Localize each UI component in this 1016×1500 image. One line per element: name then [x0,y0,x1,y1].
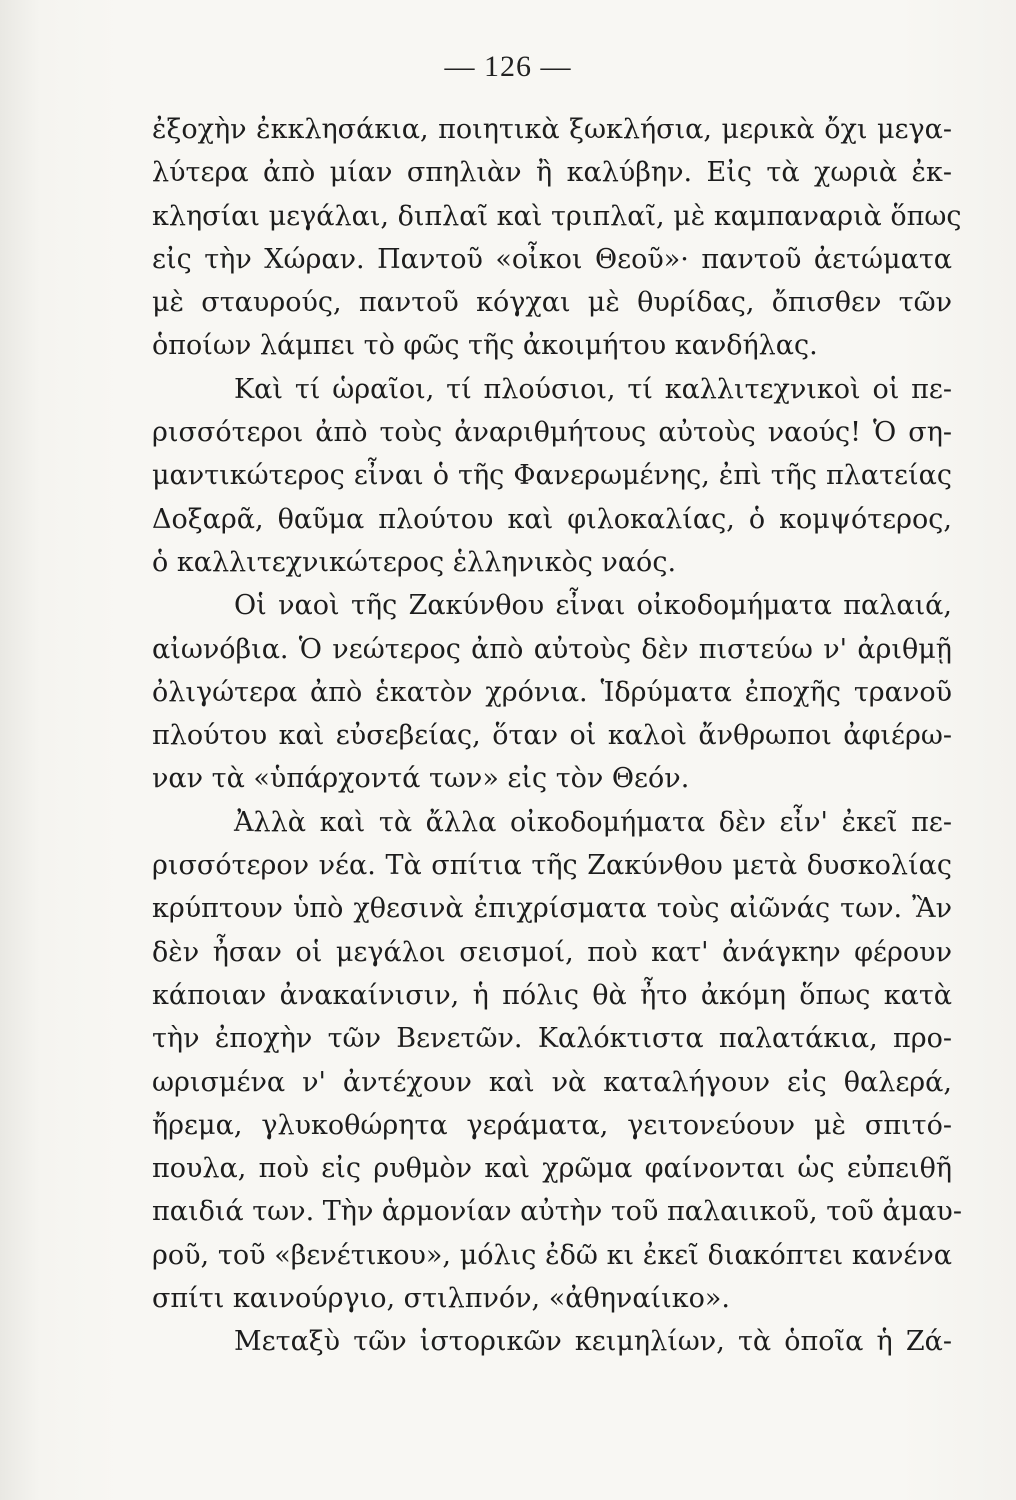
paragraph-1 [152,108,962,368]
text-line: Καὶ τί ὡραῖοι, τί πλούσιοι, τί καλλιτεχνικοὶ οἱ πε- [234,373,952,405]
text-line: κλησίαι μεγάλαι, διπλαῖ καὶ τριπλαῖ, μὲ καμπαναριὰ ὅπως [152,200,962,232]
paragraph-4 [152,801,962,1321]
text-line: αἰωνόβια. Ὁ νεώτερος ἀπὸ αὐτοὺς δὲν πιστεύω ν' ἀριθμῇ [152,633,952,665]
text-line: ὁ καλλιτεχνικώτερος ἑλληνικὸς ναός. [152,546,677,578]
page-number: — 126 — [444,50,572,83]
text-line: σπίτι καινούργιο, στιλπνόν, «ἀθηναίικο». [152,1283,730,1315]
paragraph-5 [152,1320,952,1363]
text-line: ροῦ, τοῦ «βενέτικου», μόλις ἐδῶ κι ἐκεῖ διακόπτει κανένα [152,1239,952,1271]
text-line: κάποιαν ἀνακαίνισιν, ἡ πόλις θὰ ἦτο ἀκόμη ὅπως κατὰ [152,979,952,1011]
text-line: παιδιά των. Τὴν ἁρμονίαν αὐτὴν τοῦ παλαιικοῦ, τοῦ ἀμαυ- [152,1196,962,1228]
text-line: πλούτου καὶ εὐσεβείας, ὅταν οἱ καλοὶ ἄνθρωποι ἀφιέρω- [152,720,952,752]
text-line: ἐξοχὴν ἐκκλησάκια, ποιητικὰ ξωκλήσια, μερικὰ ὄχι μεγα- [152,114,952,145]
text-line: Ἀλλὰ καὶ τὰ ἄλλα οἰκοδομήματα δὲν εἶν' ἐκεῖ πε- [234,806,952,838]
text-line: ρισσότερον νέα. Τὰ σπίτια τῆς Ζακύνθου μετὰ δυσκολίας [152,850,952,882]
text-line: μὲ σταυρούς, παντοῦ κόγχαι μὲ θυρίδας, ὄπισθεν τῶν [152,287,952,319]
body-text [152,108,962,1364]
text-line: λύτερα ἀπὸ μίαν σπηλιὰν ἢ καλύβην. Εἰς τὰ χωριὰ ἐκ- [152,157,952,189]
text-line: εἰς τὴν Χώραν. Παντοῦ «οἶκοι Θεοῦ»· παντοῦ ἀετώματα [152,243,952,275]
text-line: ὀλιγώτερα ἀπὸ ἑκατὸν χρόνια. Ἱδρύματα ἐποχῆς τρανοῦ [152,676,952,708]
text-line: μαντικώτερος εἶναι ὁ τῆς Φανερωμένης, ἐπὶ τῆς πλατείας [152,460,952,492]
text-line: πουλα, ποὺ εἰς ρυθμὸν καὶ χρῶμα φαίνονται ὡς εὐπειθῆ [152,1153,952,1185]
text-line: ἤρεμα, γλυκοθώρητα γεράματα, γειτονεύουν μὲ σπιτό- [152,1109,952,1141]
text-line: Δοξαρᾶ, θαῦμα πλούτου καὶ φιλοκαλίας, ὁ κομψότερος, [152,503,952,535]
text-line: δὲν ἦσαν οἱ μεγάλοι σεισμοί, ποὺ κατ' ἀνάγκην φέρουν [152,936,952,968]
text-line: τὴν ἐποχὴν τῶν Βενετῶν. Καλόκτιστα παλατάκια, προ- [152,1023,952,1055]
text-line: ναν τὰ «ὑπάρχοντά των» εἰς τὸν Θεόν. [152,763,690,795]
text-line: ὁποίων λάμπει τὸ φῶς τῆς ἀκοιμήτου κανδήλας. [152,330,818,362]
text-line: κρύπτουν ὑπὸ χθεσινὰ ἐπιχρίσματα τοὺς αἰῶνάς των. Ἂν [152,893,952,925]
text-line: ωρισμένα ν' ἀντέχουν καὶ νὰ καταλήγουν εἰς θαλερά, [152,1066,952,1098]
text-line: Μεταξὺ τῶν ἱστορικῶν κειμηλίων, τὰ ὁποῖα ἡ Ζά- [234,1326,952,1358]
text-line: Οἱ ναοὶ τῆς Ζακύνθου εἶναι οἰκοδομήματα παλαιά, [234,590,952,622]
paragraph-3 [152,584,952,800]
paragraph-2 [152,368,952,584]
text-line: ρισσότεροι ἀπὸ τοὺς ἀναριθμήτους αὐτοὺς ναούς! Ὁ ση- [152,417,952,449]
